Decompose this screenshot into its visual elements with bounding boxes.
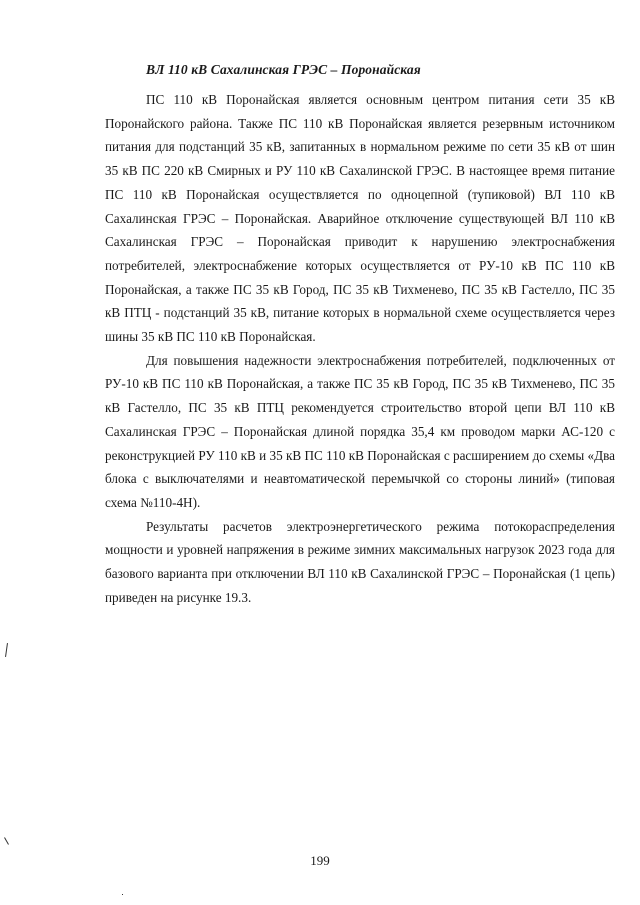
document-body [105, 88, 615, 609]
paragraph-2: Для повышения надежности электроснабжения потребителей, подключенных от РУ-10 кВ ПС 110 кВ Поронайская, а также ПС 35 кВ Город, ПС 35 кВ Тихменево, ПС 35 кВ Гастелло, ПС 35 кВ ПТЦ рекомендуется строительство второй цепи ВЛ 110 кВ Сахалинская ГРЭС – Поронайская длиной порядка 35,4 км проводом марки АС-120 с реконструкцией РУ 110 кВ и 35 кВ ПС 110 кВ Поронайская с расширением до схемы «Два блока с выключателями и неавтоматической перемычкой со стороны линий» (типовая схема №110-4Н). [105, 352, 615, 510]
paragraph-3: Результаты расчетов электроэнергетического режима потокораспределения мощности и уровней напряжения в режиме зимних максимальных нагрузок 2023 года для базового варианта при отключении ВЛ 110 кВ Сахалинской ГРЭС – Поронайская (1 цепь) приведен на рисунке 19.3. [105, 518, 615, 605]
scan-artifact-mark [5, 643, 8, 657]
scan-artifact-mark [4, 837, 9, 844]
paragraph-1: ПС 110 кВ Поронайская является основным центром питания сети 35 кВ Поронайского района. Также ПС 110 кВ Поронайская является резервным источником питания для подстанций 35 кВ, запитанных в нормальном режиме по сети 35 кВ от шин 35 кВ ПС 220 кВ Смирных и РУ 110 кВ Сахалинской ГРЭС. В настоящее время питание ПС 110 кВ Поронайская осуществляется по одноцепной (тупиковой) ВЛ 110 кВ Сахалинская ГРЭС – Поронайская. Аварийное отключение существующей ВЛ 110 кВ Сахалинская ГРЭС – Поронайская приводит к нарушению электроснабжения потребителей, электроснабжение которых осуществляется от РУ-10 кВ ПС 110 кВ Поронайская, а также ПС 35 кВ Город, ПС 35 кВ Тихменево, ПС 35 кВ Гастелло, ПС 35 кВ ПТЦ - подстанций 35 кВ, питание которых в нормальной схеме осуществляется через шины 35 кВ ПС 110 кВ Поронайская. [105, 92, 615, 345]
page-number: 199 [310, 853, 330, 868]
scan-artifact-dot [122, 894, 123, 895]
section-heading: ВЛ 110 кВ Сахалинская ГРЭС – Поронайская [146, 62, 421, 77]
